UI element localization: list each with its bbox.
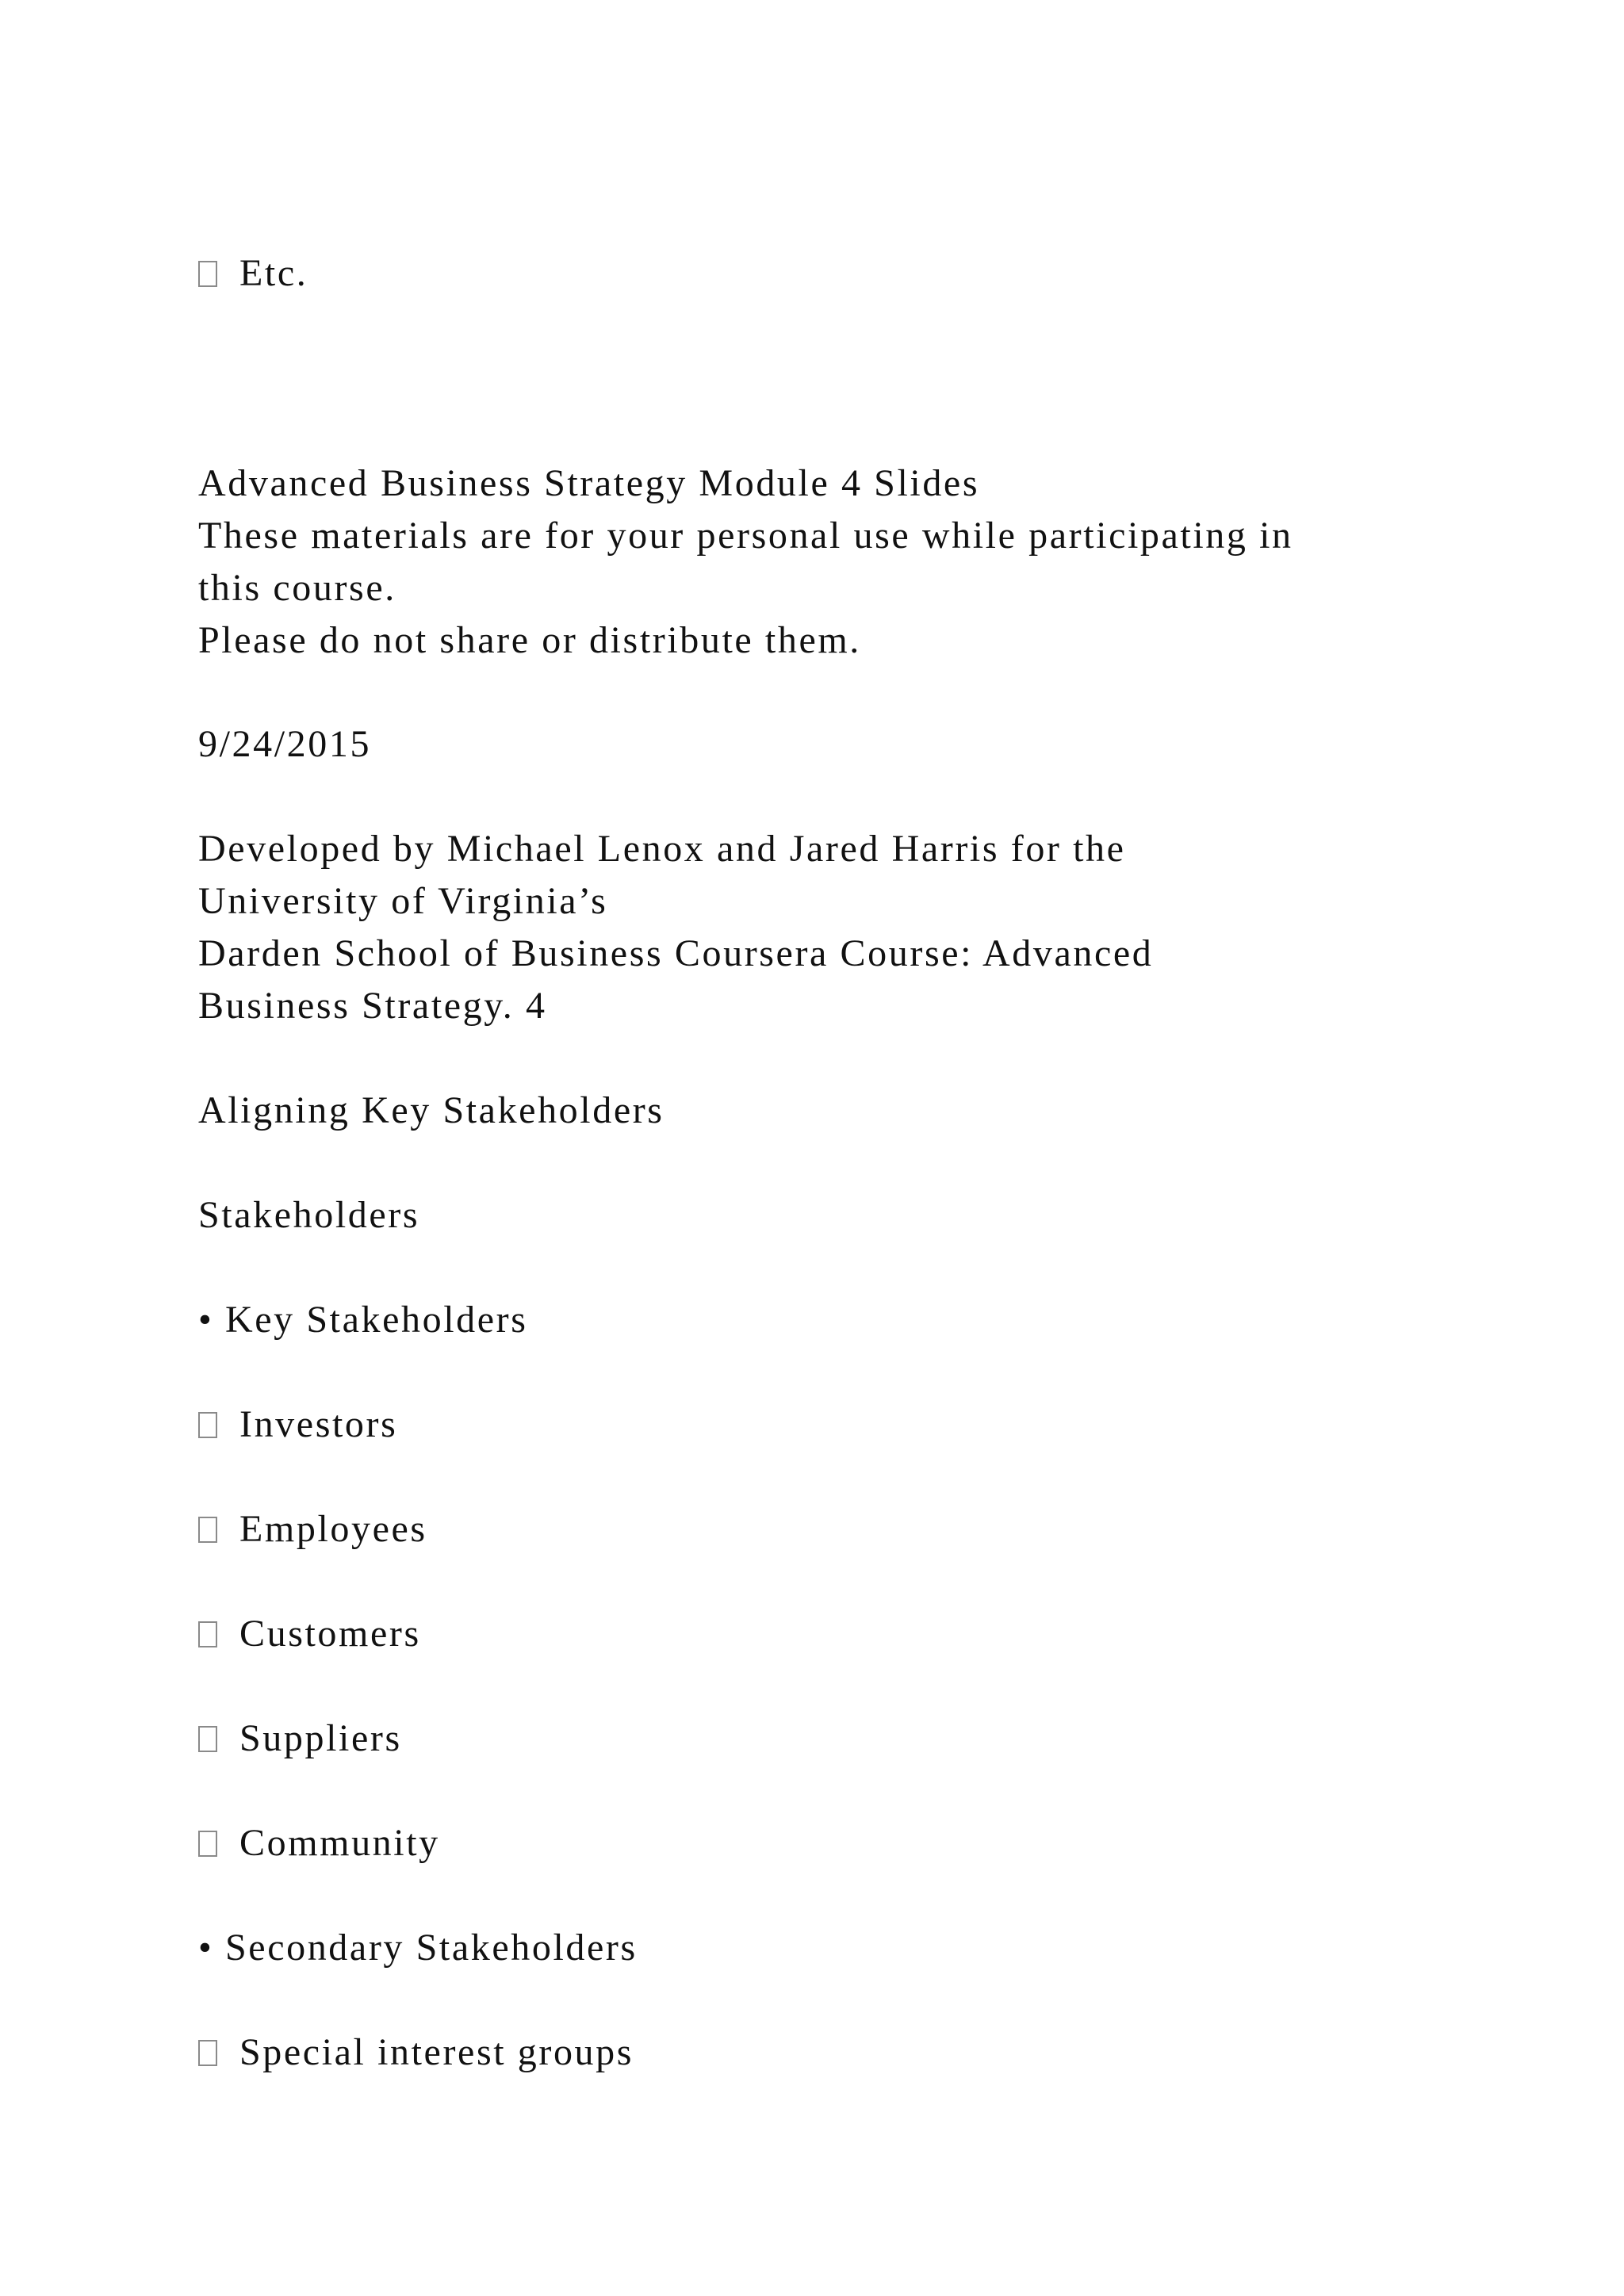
intro-line-3: this course. [198, 567, 396, 609]
credits-line-2: University of Virginia’s [198, 880, 608, 922]
intro-line-1: Advanced Business Strategy Module 4 Slides [198, 462, 980, 504]
list-item-label: Suppliers [239, 1717, 402, 1759]
list-item-label: Etc. [239, 252, 308, 294]
missing-glyph-bullet-icon [198, 1726, 217, 1752]
list-item [198, 1712, 402, 1765]
list-item [198, 1608, 421, 1660]
list-item [198, 1503, 427, 1556]
missing-glyph-bullet-icon [198, 1831, 217, 1857]
intro-line-2: These materials are for your personal use while participating in [198, 515, 1293, 557]
bullet-key-stakeholders: • Key Stakeholders [198, 1299, 528, 1341]
missing-glyph-bullet-icon [198, 261, 217, 287]
list-item-label: Special interest groups [239, 2031, 634, 2073]
missing-glyph-bullet-icon [198, 2040, 217, 2066]
missing-glyph-bullet-icon [198, 1517, 217, 1543]
credits-line-3: Darden School of Business Coursera Course: Advanced [198, 932, 1154, 974]
intro-line-4: Please do not share or distribute them. [198, 619, 861, 661]
list-item [198, 1817, 440, 1869]
list-item-label: Customers [239, 1613, 421, 1655]
credits-line-4: Business Strategy. 4 [198, 985, 547, 1027]
list-item-label: Investors [239, 1403, 398, 1445]
missing-glyph-bullet-icon [198, 1412, 217, 1438]
list-item-etc [198, 247, 308, 300]
list-item-label: Employees [239, 1508, 427, 1550]
list-item [198, 1399, 397, 1451]
bullet-secondary-stakeholders: • Secondary Stakeholders [198, 1927, 638, 1969]
list-item [198, 2026, 634, 2079]
subtitle: Stakeholders [198, 1194, 420, 1236]
date: 9/24/2015 [198, 723, 372, 765]
missing-glyph-bullet-icon [198, 1621, 217, 1647]
credits-line-1: Developed by Michael Lenox and Jared Harris for the [198, 828, 1126, 870]
section-title: Aligning Key Stakeholders [198, 1089, 665, 1131]
list-item-label: Community [239, 1822, 440, 1864]
